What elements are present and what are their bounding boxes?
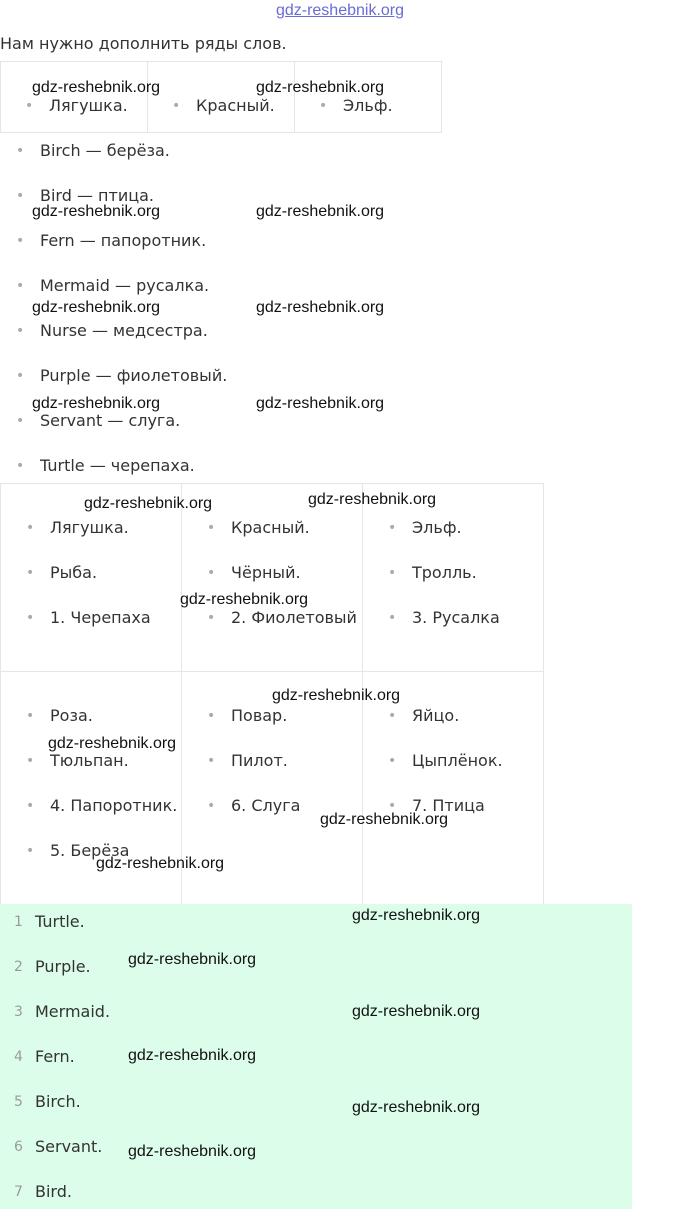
list-item: • Цыплёнок. (412, 751, 543, 796)
vocab-item: • Bird — птица. (0, 185, 227, 230)
vocab-item: • Fern — папоротник. (0, 230, 227, 275)
watermark-text: gdz-reshebnik.org (272, 687, 401, 704)
watermark-text: gdz-reshebnik.org (352, 1099, 481, 1116)
list-item: • Эльф. (412, 518, 543, 563)
answer-block (0, 904, 632, 1209)
watermark-text: gdz-reshebnik.org (96, 855, 225, 872)
vocab-item: • Turtle — черепаха. (0, 455, 227, 500)
answer-item (0, 1129, 632, 1174)
answer-item (0, 1084, 632, 1129)
list-item: • Эльф. (343, 96, 441, 116)
answer-text: Fern. (35, 1047, 75, 1066)
answer-number: 1 (14, 914, 23, 930)
answer-number: 7 (14, 1184, 23, 1200)
table-cell (363, 484, 544, 672)
answer-text: Purple. (35, 957, 91, 976)
table-cell (148, 62, 295, 133)
vocab-item: • Servant — слуга. (0, 410, 227, 455)
watermark-text: gdz-reshebnik.org (128, 1047, 257, 1064)
table-cell (1, 62, 148, 133)
table-cell (363, 672, 544, 905)
answer-number: 3 (14, 1004, 23, 1020)
watermark-text: gdz-reshebnik.org (256, 299, 385, 316)
answer-item (0, 904, 632, 949)
answer-text: Turtle. (35, 912, 85, 931)
watermark-text: gdz-reshebnik.org (352, 907, 481, 924)
top-row-table (0, 61, 442, 133)
vocab-item: • Mermaid — русалка. (0, 275, 227, 320)
answer-item (0, 1039, 632, 1084)
answer-text: Birch. (35, 1092, 81, 1111)
answer-number: 6 (14, 1139, 23, 1155)
watermark-text: gdz-reshebnik.org (320, 811, 449, 828)
watermark-text: gdz-reshebnik.org (256, 395, 385, 412)
list-item: • Красный. (231, 518, 362, 563)
list-item: • Красный. (196, 96, 294, 116)
watermark-text: gdz-reshebnik.org (352, 1003, 481, 1020)
watermark-text: gdz-reshebnik.org (32, 395, 161, 412)
list-item: • Рыба. (50, 563, 181, 608)
watermark-text: gdz-reshebnik.org (308, 491, 437, 508)
answer-item (0, 1174, 632, 1219)
watermark-text: gdz-reshebnik.org (32, 299, 161, 316)
vocabulary-list (0, 140, 227, 500)
watermark-text: gdz-reshebnik.org (128, 1143, 257, 1160)
list-item: • Роза. (50, 706, 181, 751)
watermark-text: gdz-reshebnik.org (256, 79, 385, 96)
answer-item (0, 994, 632, 1039)
table-cell (295, 62, 442, 133)
list-item: • Пилот. (231, 751, 362, 796)
answer-item (0, 949, 632, 994)
list-item: • 7. Птица (412, 796, 543, 841)
intro-text: Нам нужно дополнить ряды слов. (0, 34, 287, 53)
vocab-item: • Birch — берёза. (0, 140, 227, 185)
watermark-text: gdz-reshebnik.org (32, 79, 161, 96)
watermark-text: gdz-reshebnik.org (48, 735, 177, 752)
watermark-text: gdz-reshebnik.org (84, 495, 213, 512)
watermark-text: gdz-reshebnik.org (256, 203, 385, 220)
list-item: • Чёрный. (231, 563, 362, 608)
list-item: • 4. Папоротник. (50, 796, 181, 841)
list-item: • Повар. (231, 706, 362, 751)
list-item: • 3. Русалка (412, 608, 543, 653)
list-item: • 5. Берёза (50, 841, 181, 886)
vocab-item: • Nurse — медсестра. (0, 320, 227, 365)
answer-text: Bird. (35, 1182, 72, 1201)
list-item: • Тюльпан. (50, 751, 181, 796)
answer-number: 2 (14, 959, 23, 975)
list-item: • Яйцо. (412, 706, 543, 751)
answer-number: 5 (14, 1094, 23, 1110)
list-item: • Лягушка. (50, 518, 181, 563)
list-item: • Лягушка. (49, 96, 147, 116)
list-item: • 6. Слуга (231, 796, 362, 841)
list-item: • 2. Фиолетовый (231, 608, 362, 653)
answer-text: Mermaid. (35, 1002, 111, 1021)
answer-number: 4 (14, 1049, 23, 1065)
list-item: • Тролль. (412, 563, 543, 608)
watermark-text: gdz-reshebnik.org (32, 203, 161, 220)
answer-text: Servant. (35, 1137, 103, 1156)
watermark-text: gdz-reshebnik.org (128, 951, 257, 968)
site-header-link[interactable]: gdz-reshebnik.org (275, 2, 405, 19)
watermark-text: gdz-reshebnik.org (180, 591, 309, 608)
list-item: • 1. Черепаха (50, 608, 181, 653)
vocab-item: • Purple — фиолетовый. (0, 365, 227, 410)
